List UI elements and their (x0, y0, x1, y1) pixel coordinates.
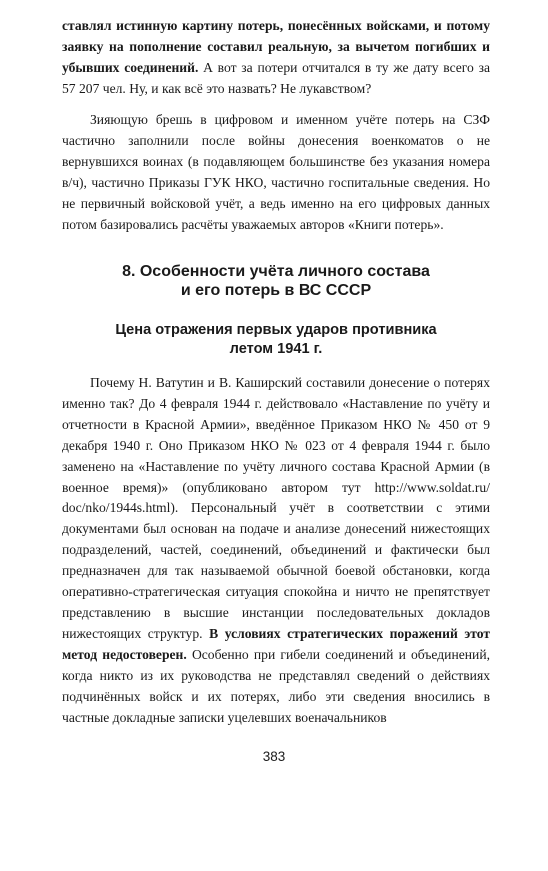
top-paragraph-regular-text: А вот за потери отчитался в ту же дату всего за 57 207 чел. Ну, и как всё это назвать? Не лукавством? (62, 59, 490, 96)
top-paragraph-bold-text: ставлял истинную картину потерь, понесённых войсками, и потому заявку на пополнение составил реальную, за вычетом погибших и убывших соединений. (62, 18, 490, 75)
page-number: 383 (262, 749, 286, 764)
top-paragraph (62, 16, 490, 100)
sub-heading-line-1: Цена отражения первых ударов противника (115, 322, 437, 338)
third-paragraph-block (62, 373, 490, 728)
second-paragraph-block (62, 110, 490, 235)
sub-heading (62, 321, 490, 359)
third-paragraph-tail-text: Особенно при гибели соединений и объединений, когда никто из их руководства не представлял сведений о действиях подчинённых войск и их потерях, либо эти сведения вносились в частные докладные записки уцелевших военачальников (62, 646, 490, 725)
section-heading-line-2: и его потерь в ВС СССР (180, 282, 372, 299)
sub-heading-line-2: летом 1941 г. (229, 341, 323, 357)
third-paragraph-bold-text: В условиях стратегических поражений этот метод недостоверен. (62, 625, 490, 662)
section-heading (62, 262, 490, 300)
third-paragraph (62, 373, 490, 728)
third-paragraph-regular-text: Почему Н. Ватутин и В. Каширский составили донесение о потерях именно так? До 4 февраля 1944 г. действовало «Наставление по учёту и отчетности в Красной Армии», введённое Приказом НКО № 450 от 9 декабря 1940 г. Оно Приказом НКО № 023 от 4 февраля 1944 г. было заменено на «Наставление по учёту личного состава Красной Армии (в военное время)» (опубликовано автором тут http://www.soldat.ru/ doc/nko/1944s.html). Персональный учёт в соответствии с этими документами был основан на подаче и анализе донесений нижестоящих подразделений, частей, соединений, объединений и фактически был предназначен для так называемой обычной боевой обстановки, когда оперативно-стратегическая ситуация спокойна и ничто не препятствует представлению в высшие инстанции последовательных докладов нижестоящих структур. (62, 375, 490, 641)
section-heading-line-1: 8. Особенности учёта личного состава (122, 263, 430, 280)
second-paragraph: Зияющую брешь в цифровом и именном учёте потерь на СЗФ частично заполнили после войны донесения военкоматов о не вернувшихся воинах (в подавляющем большинстве без указания номера в/ч), частично Приказы ГУК НКО, частично госпитальные сведения. Но не первичный войсковой учёт, а ведь именно на его цифровых данных потом базировались расчёты уважаемых авторов «Книги потерь». (62, 112, 490, 232)
top-paragraph-block (62, 16, 490, 100)
